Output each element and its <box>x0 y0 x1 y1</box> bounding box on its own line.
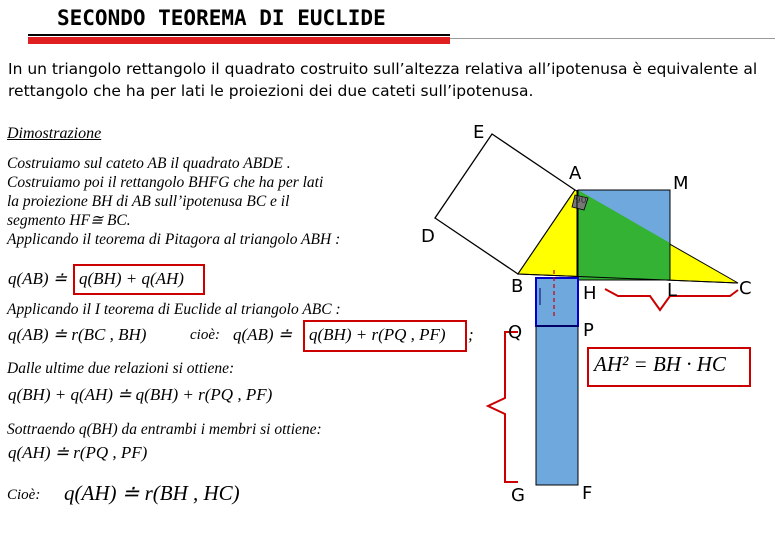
eq2-left: q(AB) ≐ r(BC , BH) <box>8 325 147 344</box>
eq1-boxed: q(BH) + q(AH) <box>79 269 184 288</box>
label-F: F <box>582 483 593 504</box>
construction-line-3: la proiezione BH di AB sull’ipotenusa BC e il <box>7 193 290 210</box>
construction-line-2: Costruiamo poi il rettangolo BHFG che ha per lati <box>7 174 324 191</box>
label-A: A <box>569 163 582 184</box>
construction-line-5: Applicando il teorema di Pitagora al triangolo ABH : <box>7 231 341 248</box>
dalle-text: Dalle ultime due relazioni si ottiene: <box>7 360 235 377</box>
label-M: M <box>673 173 689 194</box>
label-angle-90: 90 <box>575 196 587 206</box>
cioe-label: Cioè: <box>7 487 41 503</box>
label-C: C <box>739 278 752 299</box>
construction-line-1: Costruiamo sul cateto AB il quadrato ABDE . <box>7 155 291 172</box>
sottraendo-text: Sottraendo q(BH) da entrambi i membri si ottiene: <box>7 421 322 438</box>
label-Q: Q <box>508 322 523 343</box>
label-H: H <box>583 283 597 304</box>
left-red-brace <box>488 332 518 482</box>
page-title: SECONDO TEOREMA DI EUCLIDE <box>57 6 386 30</box>
rectangle-bhfg <box>536 278 578 485</box>
construction-line-4: segmento HF≅ BC. <box>7 212 131 229</box>
eq4: q(AH) ≐ r(PQ , PF) <box>8 443 148 462</box>
label-P: P <box>583 320 594 341</box>
dimostrazione-heading: Dimostrazione <box>7 125 102 142</box>
eq2-cioe: cioè: <box>190 327 220 343</box>
eq2-mid: q(AB) ≐ <box>233 325 293 344</box>
label-L: L <box>667 280 678 301</box>
label-B: B <box>511 276 524 297</box>
eq2-boxed: q(BH) + r(PQ , PF) <box>309 325 446 344</box>
label-G: G <box>511 485 525 506</box>
label-E: E <box>473 122 485 143</box>
formula: AH² = BH · HC <box>594 352 726 376</box>
label-D: D <box>421 226 435 247</box>
apply-euclid-text: Applicando il I teorema di Euclide al triangolo ABC : <box>7 301 341 318</box>
eq3: q(BH) + q(AH) ≐ q(BH) + r(PQ , PF) <box>8 385 273 404</box>
theorem-statement: In un triangolo rettangolo il quadrato costruito sull’altezza relativa all’ipotenusa è equivalente al rettangolo che ha per lati le proiezioni dei due cateti sull’ipotenusa. <box>8 60 758 100</box>
eq1-left: q(AB) ≐ <box>8 269 68 288</box>
eq2-semicolon: ; <box>468 325 474 344</box>
eq5-final: q(AH) ≐ r(BH , HC) <box>64 481 240 505</box>
